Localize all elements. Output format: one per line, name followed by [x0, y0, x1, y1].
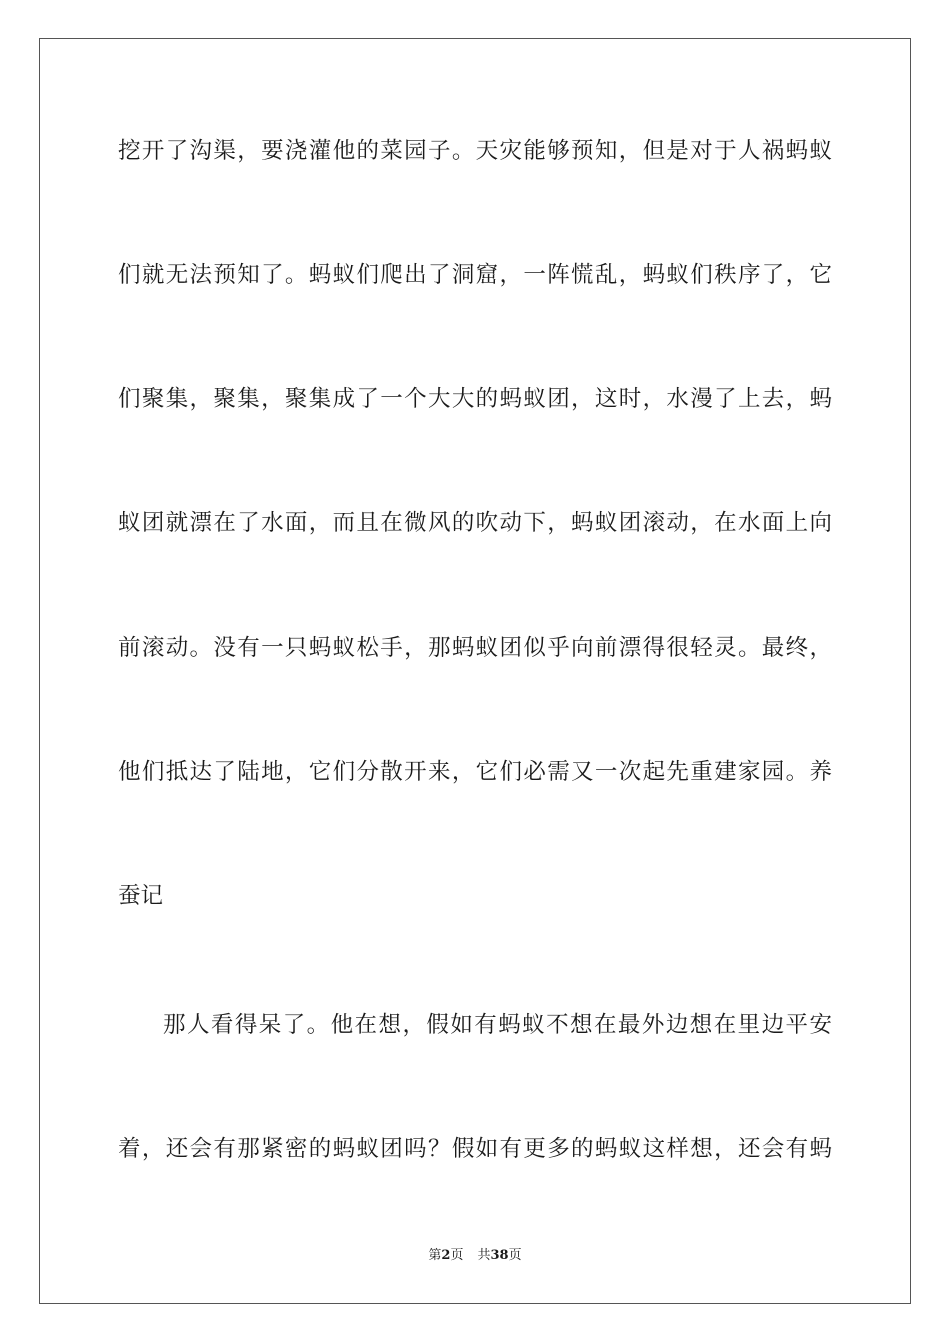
text-line-7: 蚕记 — [118, 883, 164, 909]
total-suffix: 页 — [508, 1248, 522, 1263]
text-line-5: 前滚动。没有一只蚂蚁松手，那蚂蚁团似乎向前漂得很轻灵。最终， — [118, 635, 832, 661]
text-line-4: 蚁团就漂在了水面，而且在微风的吹动下，蚂蚁团滚动，在水面上向 — [118, 510, 832, 536]
page-prefix: 第 — [428, 1248, 442, 1263]
page-border — [39, 38, 911, 1304]
total-pages: 38 — [490, 1248, 509, 1263]
text-line-2: 们就无法预知了。蚂蚁们爬出了洞窟，一阵慌乱，蚂蚁们秩序了，它 — [118, 262, 832, 288]
page-number: 2 — [441, 1248, 451, 1263]
page-suffix: 页 — [450, 1248, 464, 1263]
text-line-6: 他们抵达了陆地，它们分散开来，它们必需又一次起先重建家园。养 — [118, 759, 832, 785]
page-footer — [0, 1247, 950, 1265]
total-prefix: 共 — [477, 1248, 491, 1263]
text-line-3: 们聚集，聚集，聚集成了一个大大的蚂蚁团，这时，水漫了上去，蚂 — [118, 386, 832, 412]
text-line-9: 着，还会有那紧密的蚂蚁团吗？假如有更多的蚂蚁这样想，还会有蚂 — [118, 1136, 832, 1162]
text-line-8: 那人看得呆了。他在想，假如有蚂蚁不想在最外边想在里边平安 — [163, 1012, 832, 1038]
text-line-1: 挖开了沟渠，要浇灌他的菜园子。天灾能够预知，但是对于人祸蚂蚁 — [118, 138, 832, 164]
